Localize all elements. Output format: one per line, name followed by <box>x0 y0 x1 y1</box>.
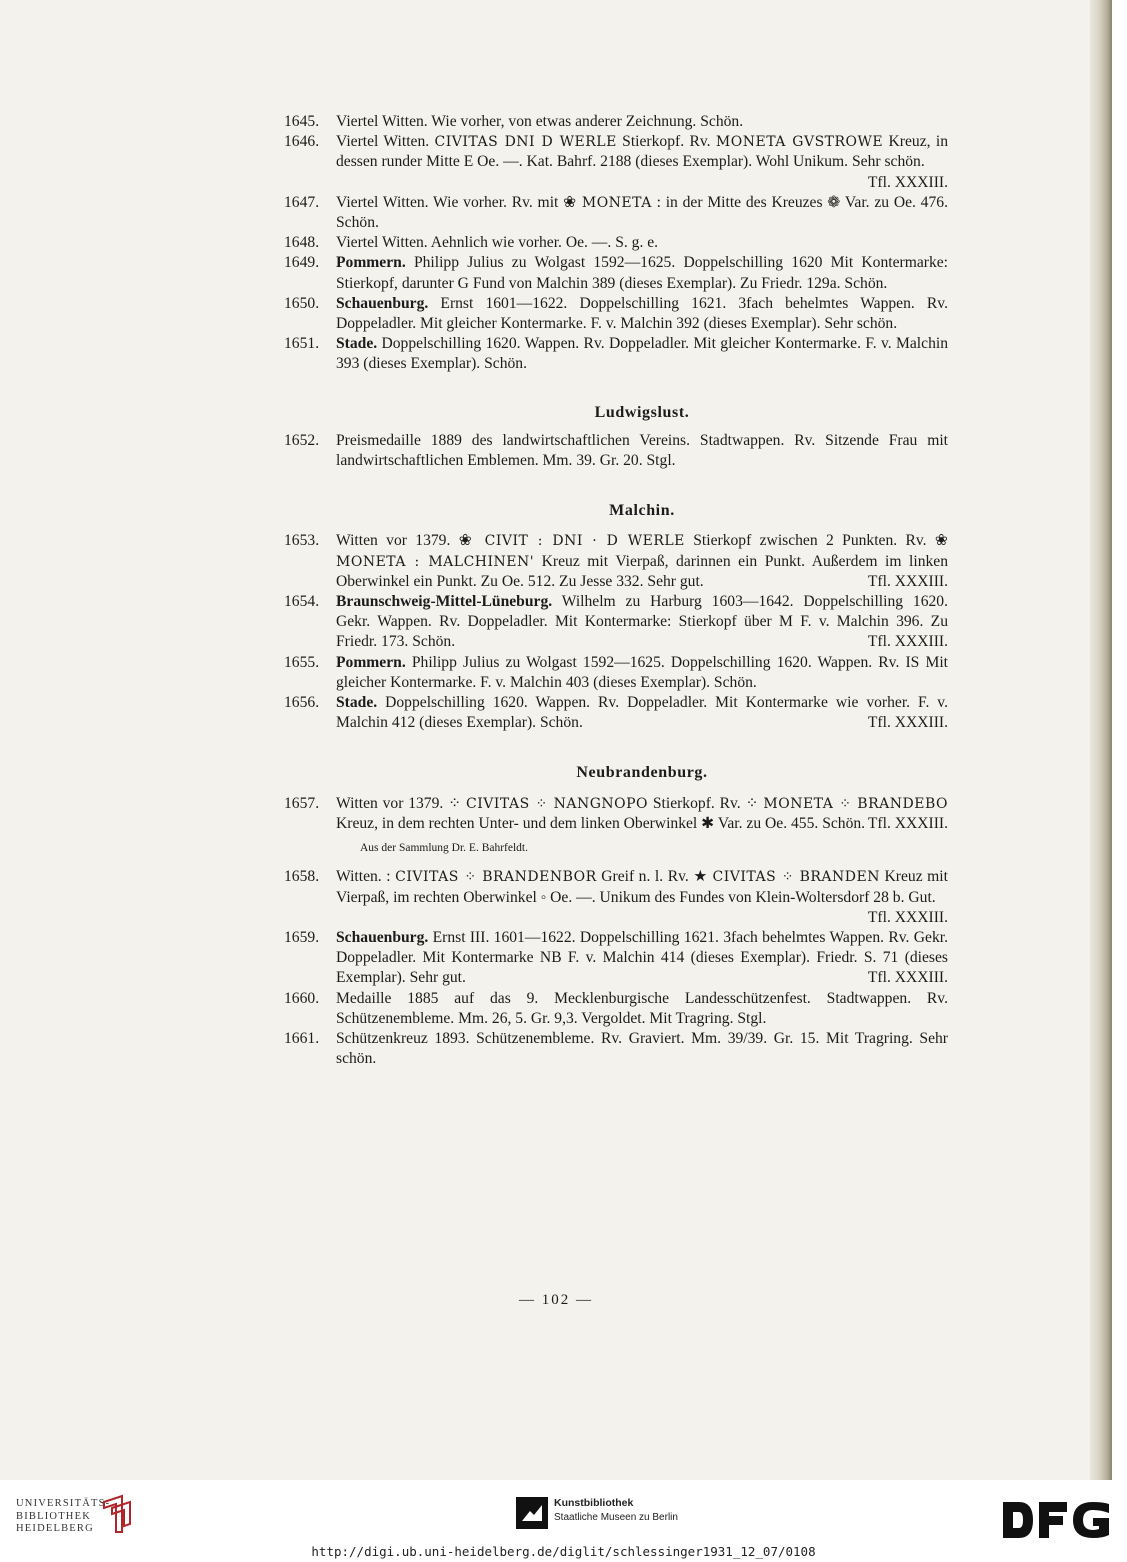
entry-number: 1651. <box>284 335 320 353</box>
entry-1657 <box>284 794 948 834</box>
entry-text <box>336 867 948 928</box>
entry-text <box>336 693 948 733</box>
coin-legend: CIVITAS ⁘ BRANDENBOR <box>395 869 597 886</box>
entry-text: Viertel Witten. Aehnlich wie vorher. Oe. —. S. g. e. <box>336 234 659 252</box>
entry-description: Ernst III. 1601—1622. Doppelschilling 1621. 3fach behelmtes Wappen. Rv. Gekr. Doppeladler. Mit Kontermarke NB F. v. Malchin 414 (dieses Exemplar). Friedr. S. 71 (dieses Exemplar). Sehr gut. <box>336 928 948 987</box>
ub-heidelberg-logo-icon[interactable] <box>100 1494 134 1534</box>
entry-number: 1653. <box>284 532 320 550</box>
entry-region: Pommern. <box>336 653 406 671</box>
plate-reference: Tfl. XXXIII. <box>867 633 948 651</box>
entry-1661 <box>284 1029 948 1069</box>
entry-1650 <box>284 294 948 334</box>
entry-number: 1646. <box>284 133 320 151</box>
coin-legend: CIVITAS ⁘ BRANDEN <box>712 869 880 886</box>
entry-1647 <box>284 193 948 233</box>
entry-number: 1659. <box>284 928 320 946</box>
plate-reference: Tfl. XXXIII. <box>867 814 948 832</box>
entry-text-post: Kreuz mit Vierpaß, darinnen ein Punkt. Außerdem im linken Oberwinkel ein Punkt. Zu Oe. 512. Zu Jesse 332. Sehr gut. <box>336 552 949 590</box>
entry-1649 <box>284 253 948 293</box>
entry-number: 1652. <box>284 431 320 449</box>
entry-text-pre: Viertel Witten. <box>336 133 430 151</box>
coin-legend: CIVITAS DNI D WERLE <box>434 134 617 151</box>
entry-description: Ernst 1601—1622. Doppelschilling 1621. 3fach behelmtes Wappen. Rv. Doppeladler. Mit gleicher Kontermarke. F. v. Malchin 392 (dieses Exemplar). Sehr schön. <box>336 294 948 333</box>
coin-legend: MONETA : MALCHINEN' <box>336 553 535 570</box>
coin-legend: MONETA ⁘ BRANDEBO <box>763 795 948 812</box>
entry-number: 1649. <box>284 254 320 272</box>
section-heading-malchin: Malchin. <box>609 502 675 520</box>
entry-text <box>336 334 948 374</box>
entry-1652 <box>284 431 948 471</box>
entry-text <box>336 193 948 233</box>
entry-text: Viertel Witten. Wie vorher, von etwas anderer Zeichnung. Schön. <box>336 113 744 130</box>
entry-text <box>336 531 948 592</box>
kunstbibliothek-title: Kunstbibliothek <box>554 1497 634 1509</box>
entry-1660 <box>284 989 948 1029</box>
entry-number: 1655. <box>284 653 320 671</box>
ub-line-2: BIBLIOTHEK <box>16 1510 91 1522</box>
coin-legend: MONETA GVSTROWE <box>715 134 884 151</box>
entry-1645 <box>284 112 948 132</box>
entry-text-mid: Stierkopf. Rv. ⁘ <box>652 794 759 812</box>
ub-line-1: UNIVERSITÄTS- <box>16 1498 111 1509</box>
entry-text: Schützenkreuz 1893. Schützenembleme. Rv. Graviert. Mm. 39/39. Gr. 15. Mit Tragring. Sehr schön. <box>336 1029 948 1068</box>
collection-note: Aus der Sammlung Dr. E. Bahrfeldt. <box>360 842 529 855</box>
entry-text-pre: Witten. : <box>336 868 391 886</box>
entry-text <box>336 132 948 193</box>
entry-region: Pommern. <box>336 254 406 272</box>
section-heading-ludwigslust: Ludwigslust. <box>594 403 690 421</box>
entry-1659 <box>284 928 948 989</box>
entry-number: 1661. <box>284 1029 320 1047</box>
entry-region: Schauenburg. <box>336 294 429 312</box>
entry-1655 <box>284 653 948 693</box>
entry-text-pre: Witten vor 1379. ❀ <box>336 532 477 550</box>
entry-description: Wilhelm zu Harburg 1603—1642. Doppelschilling 1620. Gekr. Wappen. Rv. Doppeladler. Mit Kontermarke: Stierkopf über M F. v. Malchin 396. Zu Friedr. 173. Schön. <box>336 593 948 651</box>
catalog-content <box>284 112 948 1069</box>
page-number: — 102 — <box>519 1292 593 1308</box>
entry-text <box>336 928 948 989</box>
coin-legend: CIVITAS ⁘ NANGNOPO <box>466 795 649 812</box>
entry-region: Stade. <box>336 694 378 712</box>
entry-text-mid: Stierkopf zwischen 2 Punkten. Rv. ❀ <box>693 532 948 550</box>
entry-number: 1647. <box>284 193 320 211</box>
entry-1648 <box>284 233 948 253</box>
entry-number: 1650. <box>284 294 320 312</box>
entry-text: Preismedaille 1889 des landwirtschaftlichen Vereins. Stadtwappen. Rv. Sitzende Frau mit landwirtschaftlichen Emblemen. Mm. 39. Gr. 20. Stgl. <box>336 431 948 470</box>
plate-reference: Tfl. XXXIII. <box>867 714 948 732</box>
entry-description: Doppelschilling 1620. Wappen. Rv. Doppeladler. Mit Kontermarke wie vorher. F. v. Malchin 412 (dieses Exemplar). Schön. <box>336 694 948 732</box>
plate-reference: Tfl. XXXIII. <box>867 908 948 926</box>
book-spine-shadow <box>1090 0 1112 1480</box>
entry-number: 1648. <box>284 234 320 252</box>
section-heading-neubrandenburg: Neubrandenburg. <box>576 764 708 782</box>
entry-text-pre: Viertel Witten. Wie vorher. Rv. mit ❀ <box>336 193 578 211</box>
plate-reference: Tfl. XXXIII. <box>867 572 948 590</box>
plate-reference: Tfl. XXXIII. <box>867 969 948 987</box>
entry-text <box>336 294 948 334</box>
coin-legend: CIVIT : DNI · D WERLE <box>484 533 685 550</box>
kunstbibliothek-subtitle: Staatliche Museen zu Berlin <box>554 1512 678 1523</box>
entry-text-mid: Stierkopf. Rv. <box>622 133 711 151</box>
entry-text <box>336 253 948 293</box>
entry-text-mid: Greif n. l. Rv. ★ <box>601 868 708 886</box>
entry-1646 <box>284 132 948 193</box>
entry-description: Doppelschilling 1620. Wappen. Rv. Doppeladler. Mit gleicher Kontermarke. F. v. Malchin 393 (dieses Exemplar). Schön. <box>336 335 948 373</box>
entry-text-post: Kreuz, in dem rechten Unter- und dem linken Oberwinkel ✱ Var. zu Oe. 455. Schön. <box>336 814 866 832</box>
entry-number: 1658. <box>284 868 320 886</box>
entry-1656 <box>284 693 948 733</box>
entry-text <box>336 653 948 693</box>
entry-description: Philipp Julius zu Wolgast 1592—1625. Doppelschilling 1620. Wappen. Rv. IS Mit gleicher Kontermarke. F. v. Malchin 403 (dieses Exemplar). Schön. <box>336 653 948 691</box>
entry-number: 1656. <box>284 694 320 712</box>
entry-1658 <box>284 867 948 928</box>
ub-heidelberg-wordmark[interactable] <box>16 1498 110 1536</box>
entry-number: 1660. <box>284 989 320 1007</box>
page-margin <box>1112 0 1127 1480</box>
entry-region: Schauenburg. <box>336 928 429 946</box>
entry-text-post: Kreuz mit Vierpaß, im rechten Oberwinkel ◦ Oe. —. Unikum des Fundes von Klein-Woltersdorf 28 b. Gut. <box>336 868 948 906</box>
entry-text-post: Kreuz, in dessen runder Mitte E Oe. —. Kat. Bahrf. 2188 (dieses Exemplar). Wohl Unikum. Sehr schön. <box>336 133 948 171</box>
entry-number: 1657. <box>284 794 320 812</box>
dfg-logo-icon[interactable] <box>1001 1500 1113 1540</box>
entry-region: Braunschweig-Mittel-Lüneburg. <box>336 593 553 611</box>
entry-1651 <box>284 334 948 374</box>
entry-1654 <box>284 592 948 653</box>
footer-bar <box>0 1480 1127 1562</box>
entry-text-pre: Witten vor 1379. ⁘ <box>336 794 462 812</box>
source-url-link[interactable]: http://digi.ub.uni-heidelberg.de/diglit/schlessinger1931_12_07/0108 <box>311 1544 816 1559</box>
entry-region: Stade. <box>336 335 378 353</box>
entry-description: Philipp Julius zu Wolgast 1592—1625. Doppelschilling 1620 Mit Kontermarke: Stierkopf, darunter G Fund von Malchin 389 (dieses Exemplar). Zu Friedr. 129a. Schön. <box>336 254 949 292</box>
entry-text: Medaille 1885 auf das 9. Mecklenburgische Landesschützenfest. Stadtwappen. Rv. Schützenembleme. Mm. 26, 5. Gr. 9,3. Vergoldet. Mit Tragring. Stgl. <box>336 989 948 1027</box>
entry-1653 <box>284 531 948 592</box>
ub-line-3: HEIDELBERG <box>16 1523 94 1534</box>
kunstbibliothek-text <box>554 1496 678 1525</box>
plate-reference: Tfl. XXXIII. <box>867 173 948 191</box>
entry-text <box>336 794 948 834</box>
entry-text <box>336 592 948 653</box>
coin-legend: MONETA <box>581 194 652 211</box>
entry-text-post: : in der Mitte des Kreuzes ❁ Var. zu Oe. 476. Schön. <box>336 193 948 232</box>
entry-number: 1645. <box>284 113 320 130</box>
kunstbibliothek-logo-icon[interactable] <box>516 1497 548 1529</box>
entry-number: 1654. <box>284 593 320 611</box>
